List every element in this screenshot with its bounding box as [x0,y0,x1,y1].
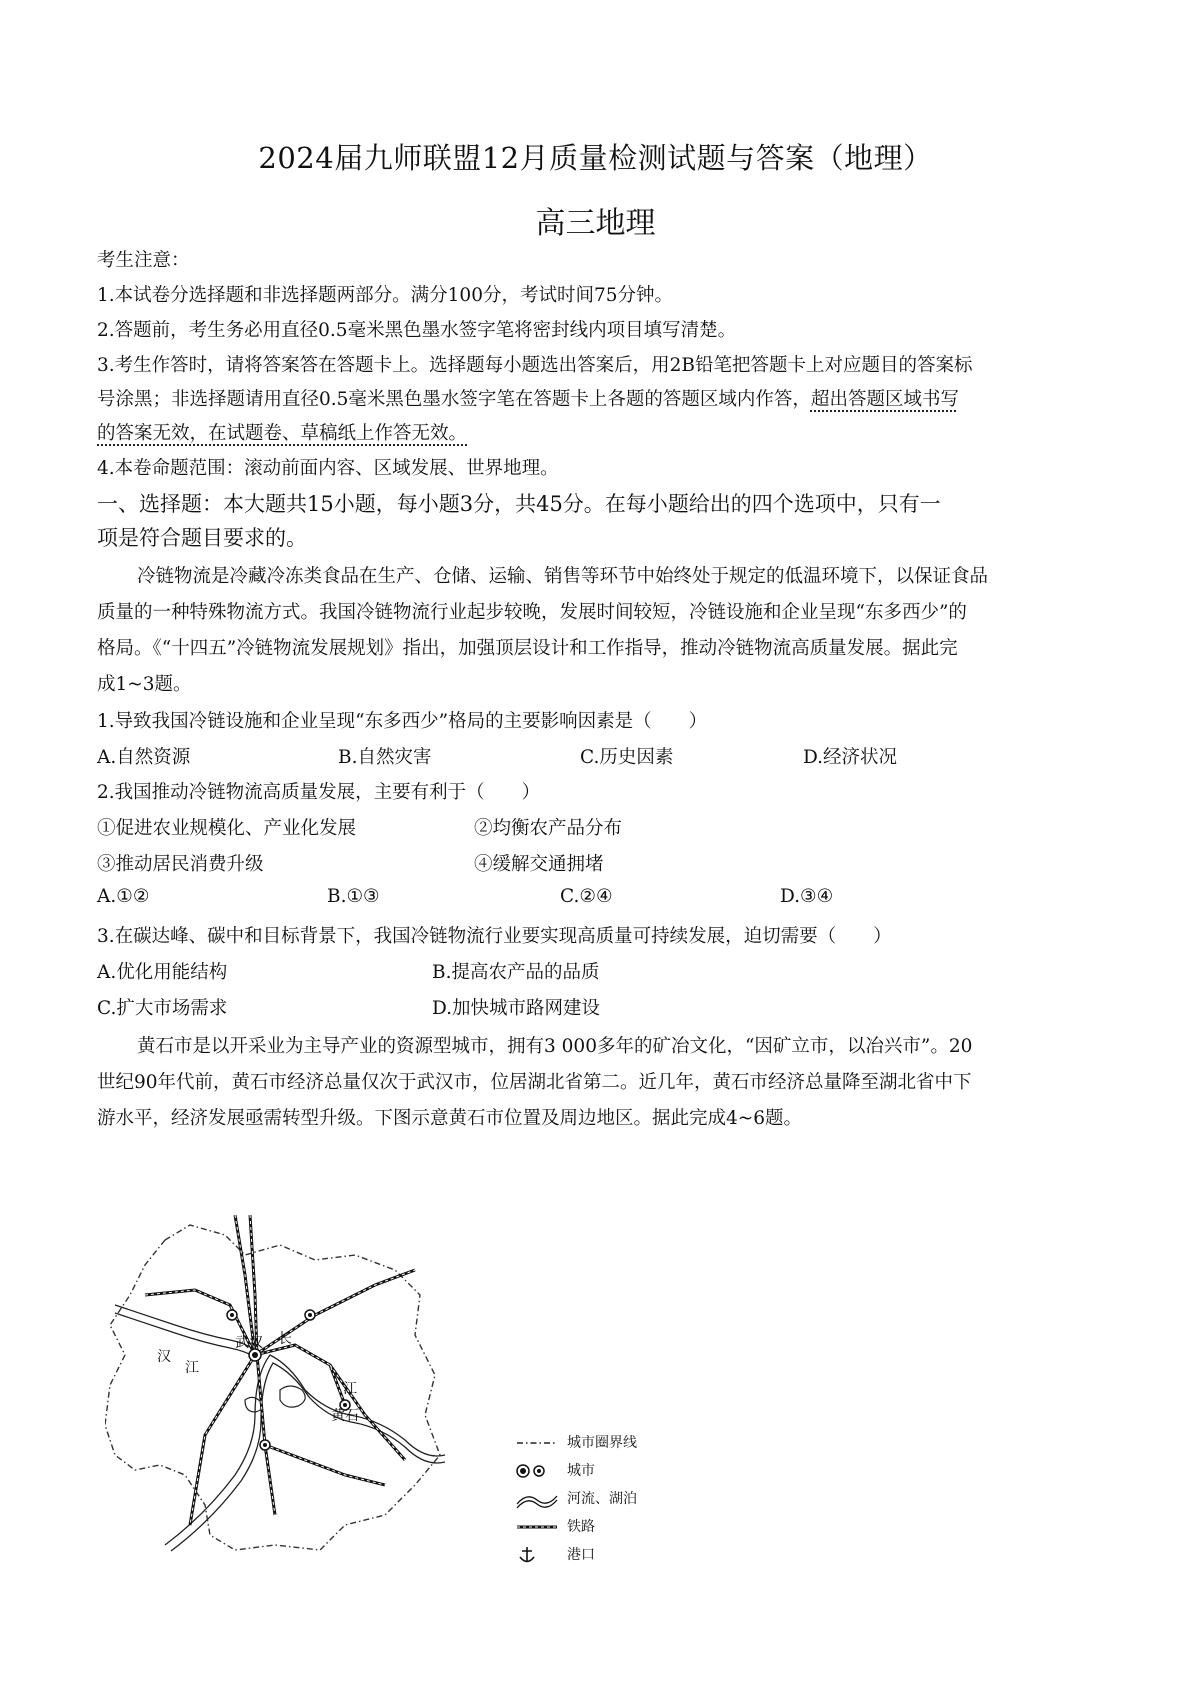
question-1-option-a: A.自然资源 [97,747,191,768]
question-3-option-b: B.提高农产品的品质 [432,962,600,983]
passage2-line-3: 游水平，经济发展亟需转型升级。下图示意黄石市位置及周边地区。据此完成4~6题。 [97,1108,803,1129]
section1-heading-line-1: 一、选择题：本大题共15小题，每小题3分，共45分。在每小题给出的四个选项中，只有一 [97,492,941,516]
legend-label-railway: 铁路 [567,1519,595,1535]
map-label-chang: 长 [278,1331,292,1347]
question-2-statement-3: ③推动居民消费升级 [97,854,264,875]
question-1-option-c: C.历史因素 [580,747,674,768]
legend-label-river: 河流、湖泊 [567,1491,637,1507]
boundary-line-icon [515,1432,559,1454]
passage1-line-3: 格局。《“十四五”冷链物流发展规划》指出，加强顶层设计和工作指导，推动冷链物流高质量发展。据此完 [97,638,958,659]
section1-heading-line-2: 项是符合题目要求的。 [97,526,307,550]
notice-item-3-line-1: 3.考生作答时，请将答案答在答题卡上。选择题每小题选出答案后，用2B铅笔把答题卡上对应题目的答案标 [97,355,973,376]
map-label-han: 汉 [157,1349,171,1365]
map-legend [515,1432,715,1582]
map-label-jiang: 江 [343,1381,357,1397]
anchor-icon [515,1544,559,1566]
question-2-option-d: D.③④ [780,886,834,907]
notice-heading: 考生注意： [97,250,190,271]
legend-label-city: 城市 [567,1463,595,1479]
passage1-line-4: 成1~3题。 [97,674,192,695]
passage1-line-2: 质量的一种特殊物流方式。我国冷链物流行业起步较晚，发展时间较短，冷链设施和企业呈现“东多西少”的 [97,602,967,623]
question-2-option-a: A.①② [97,886,150,907]
question-1-option-b: B.自然灾害 [338,747,432,768]
question-2-statement-4: ④缓解交通拥堵 [474,854,604,875]
question-2-stem: 2.我国推动冷链物流高质量发展，主要有利于（ ） [97,782,541,803]
notice-item-4: 4.本卷命题范围：滚动前面内容、区域发展、世界地理。 [97,458,559,479]
question-2-option-c: C.②④ [560,886,613,907]
question-3-option-d: D.加快城市路网建设 [432,998,601,1019]
question-2-option-b: B.①③ [327,886,380,907]
passage1-line-1: 冷链物流是冷藏冷冻类食品在生产、仓储、运输、销售等环节中始终处于规定的低温环境下，以保证食品 [137,566,989,587]
map-label-huangshi: 黄石 [331,1408,359,1424]
question-2-statement-1: ①促进农业规模化、产业化发展 [97,818,357,839]
page-subtitle: 高三地理 [535,206,656,241]
question-3-option-a: A.优化用能结构 [97,962,228,983]
railway-icon [515,1516,559,1538]
question-1-stem: 1.导致我国冷链设施和企业呈现“东多西少”格局的主要影响因素是（ ） [97,711,708,732]
question-3-option-c: C.扩大市场需求 [97,998,228,1019]
notice-item-3-emphasis-b: 的答案无效，在试题卷、草稿纸上作答无效。 [97,423,468,444]
question-3-stem: 3.在碳达峰、碳中和目标背景下，我国冷链物流行业要实现高质量可持续发展，迫切需要（ ） [97,926,892,947]
lake-1 [280,1386,305,1407]
notice-item-1: 1.本试卷分选择题和非选择题两部分。满分100分，考试时间75分钟。 [97,285,674,306]
page-title: 2024届九师联盟12月质量检测试题与答案（地理） [258,141,933,175]
legend-row-river [515,1488,715,1510]
question-2-statement-2: ②均衡农产品分布 [474,818,623,839]
notice-item-3-line-2a: 号涂黑；非选择题请用直径0.5毫米黑色墨水签字笔在答题卡上各题的答题区域内作答， [97,389,811,410]
passage2-line-1: 黄石市是以开采业为主导产业的资源型城市，拥有3 000多年的矿冶文化，“因矿立市，以冶兴市”。20 [137,1036,973,1057]
legend-label-boundary: 城市圈界线 [567,1435,637,1451]
question-1-option-d: D.经济状况 [803,747,898,768]
legend-label-port: 港口 [567,1547,595,1563]
passage2-line-2: 世纪90年代前，黄石市经济总量仅次于武汉市，位居湖北省第二。近几年，黄石市经济总量降至湖北省中下 [97,1072,972,1093]
legend-row-city [515,1460,715,1482]
notice-item-3-line-2 [97,385,1097,411]
river-lake-icon [515,1488,559,1510]
notice-item-3-emphasis-a: 超出答题区域书写 [810,389,959,410]
notice-item-2: 2.答题前，考生务必用直径0.5毫米黑色墨水签字笔将密封线内项目填写清楚。 [97,320,737,341]
huangshi-region-map [105,1215,485,1565]
map-label-wuhan: 武汉 [235,1335,263,1351]
notice-item-3-line-3 [97,419,1097,445]
legend-row-port [515,1544,715,1566]
legend-row-boundary [515,1432,715,1454]
legend-row-railway [515,1516,715,1538]
city-icon [515,1460,559,1482]
map-label-han-jiang: 江 [185,1360,199,1376]
